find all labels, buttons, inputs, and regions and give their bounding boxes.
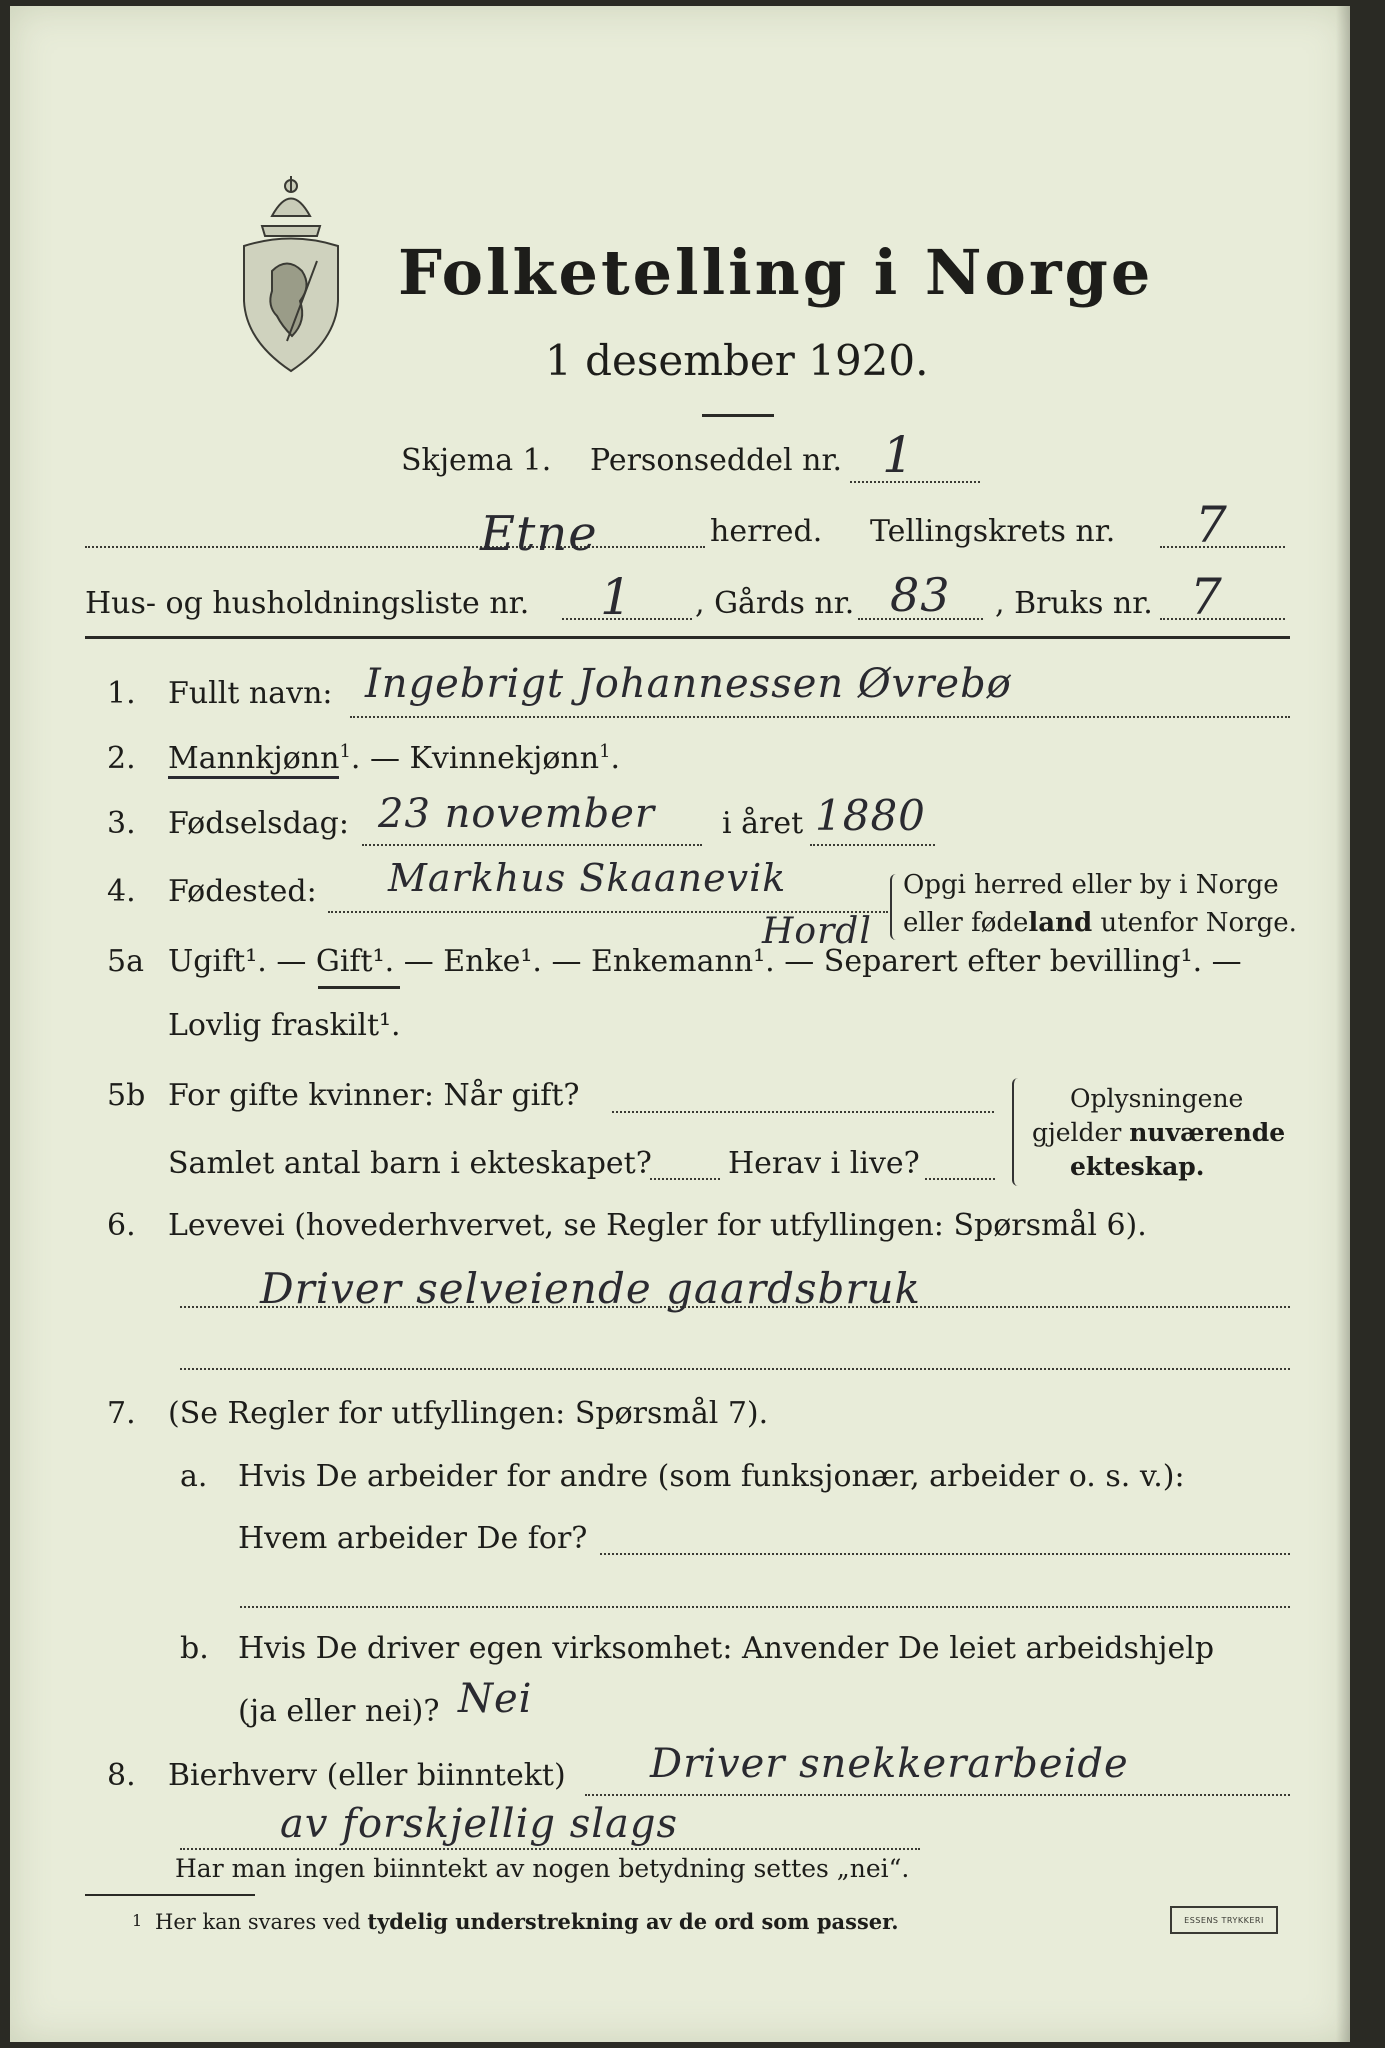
page-edge-shadow (1336, 6, 1350, 2042)
q3-year-value: 1880 (815, 791, 926, 840)
personseddel-label: Personseddel nr. (590, 443, 843, 478)
footnote-text (155, 1909, 899, 1934)
q2-male-footnote-mark: 1 (339, 741, 351, 762)
printer-stamp-text: ESSENS TRYKKERI (1184, 1915, 1264, 1925)
q1-value: Ingebrigt Johannessen Øvrebø (365, 661, 1012, 707)
q8-note: Har man ingen biinntekt av nogen betydning settes „nei“. (175, 1854, 910, 1883)
tellingskrets-line (1160, 546, 1285, 548)
q4-value-2: Hordl (762, 911, 872, 952)
q4-note-part-c: utenfor Norge. (1092, 908, 1297, 938)
q5b-line1 (612, 1111, 994, 1113)
q8-label: Bierhverv (eller biinntekt) (168, 1758, 566, 1793)
hus-line (562, 618, 692, 620)
q7-label: (Se Regler for utfyllingen: Spørsmål 7). (168, 1396, 769, 1431)
q5b-note-part-a: gjelder (1032, 1118, 1130, 1147)
q2-female-option: — Kvinnekjønn (369, 741, 600, 776)
q2-number: 2. (107, 741, 136, 776)
q8-value: Driver snekkerarbeide (650, 1741, 1129, 1787)
census-form-page (10, 6, 1350, 2042)
q8-value-2: av forskjellig slags (280, 1801, 679, 1847)
q2-options (168, 741, 620, 776)
q3-line (362, 844, 702, 846)
form-date: 1 desember 1920. (545, 336, 929, 385)
printer-stamp (1170, 1906, 1278, 1934)
q6-line1 (180, 1306, 1290, 1308)
footnote-rule (85, 1894, 255, 1896)
bruks-line (1160, 618, 1285, 620)
q5b-label3: Herav i live? (728, 1146, 920, 1181)
hus-label: Hus- og husholdningsliste nr. (85, 586, 530, 621)
form-title: Folketelling i Norge (398, 236, 1154, 309)
q7a-line2 (240, 1606, 1290, 1608)
herred-line (85, 546, 705, 548)
footnote-mark: 1 (132, 1911, 143, 1930)
q6-line2 (180, 1368, 1290, 1370)
q7b-text2: (ja eller nei)? (238, 1694, 440, 1729)
q4-note-part-a: eller føde (903, 908, 1029, 938)
footnote-part-a: Her kan svares ved (155, 1910, 368, 1934)
q6-value: Driver selveiende gaardsbruk (260, 1264, 921, 1313)
q7b-value: Nei (458, 1676, 533, 1722)
q3-year-label: i året (722, 806, 804, 841)
q5b-note-brace (1012, 1078, 1022, 1186)
skjema-label: Skjema 1. (401, 443, 552, 478)
q5a-options: Ugift¹. — Gift¹. — Enke¹. — Enkemann¹. — Separert efter bevilling¹. — (168, 944, 1242, 979)
q6-number: 6. (107, 1208, 136, 1243)
q3-value: 23 november (378, 791, 656, 837)
q5a-gift-underline (318, 986, 400, 989)
q5b-label2: Samlet antal barn i ekteskapet? (168, 1146, 652, 1181)
q1-line (350, 716, 1290, 718)
gards-value: 83 (890, 568, 951, 622)
q5b-note-line1: Oplysningene (1070, 1084, 1244, 1113)
bruks-label: , Bruks nr. (995, 586, 1153, 621)
q7b-letter: b. (180, 1631, 209, 1666)
q4-note-brace (890, 874, 900, 940)
q8-line2 (180, 1848, 920, 1850)
personseddel-line (850, 481, 980, 483)
q2-female-period: . (610, 741, 621, 776)
q4-label: Fødested: (168, 874, 317, 909)
coat-of-arms-icon (232, 176, 350, 376)
q4-note-part-b: land (1028, 908, 1093, 938)
personseddel-value: 1 (882, 426, 915, 484)
q1-label: Fullt navn: (168, 676, 333, 711)
q4-value: Markhus Skaanevik (388, 856, 787, 900)
bruks-value: 7 (1190, 568, 1223, 626)
q5b-line3 (925, 1178, 995, 1180)
gards-line (858, 618, 983, 620)
q4-note-line1: Opgi herred eller by i Norge (903, 870, 1279, 900)
tellingskrets-value: 7 (1195, 496, 1228, 554)
q3-year-line (810, 844, 935, 846)
q5b-note-part-b: nuværende (1129, 1118, 1286, 1147)
q7a-text: Hvis De arbeider for andre (som funksjonær, arbeider o. s. v.): (238, 1459, 1185, 1494)
q2-female-footnote-mark: 1 (599, 741, 611, 762)
q5b-label1: For gifte kvinner: Når gift? (168, 1078, 580, 1113)
q3-label: Fødselsdag: (168, 806, 349, 841)
hus-value: 1 (600, 568, 633, 626)
q5b-line2 (650, 1178, 720, 1180)
q8-number: 8. (107, 1758, 136, 1793)
q5b-number: 5b (107, 1078, 146, 1113)
tellingskrets-label: Tellingskrets nr. (870, 514, 1116, 549)
title-divider (702, 414, 774, 417)
q4-number: 4. (107, 874, 136, 909)
q7a-line1 (600, 1553, 1290, 1555)
gards-label: , Gårds nr. (695, 586, 855, 621)
q8-line1 (585, 1794, 1290, 1796)
q6-label: Levevei (hovederhvervet, se Regler for utfyllingen: Spørsmål 6). (168, 1208, 1147, 1243)
herred-label: herred. (710, 514, 823, 549)
q7a-text2: Hvem arbeider De for? (238, 1521, 588, 1556)
header-rule (85, 636, 1290, 639)
q5b-note-line2 (1032, 1118, 1285, 1147)
footnote-part-b: tydelig understrekning av de ord som passer. (367, 1909, 899, 1934)
q7a-letter: a. (180, 1459, 208, 1494)
q1-number: 1. (107, 676, 136, 711)
q5b-note-line3: ekteskap. (1070, 1152, 1205, 1181)
q7-number: 7. (107, 1396, 136, 1431)
q4-note-line2 (903, 908, 1297, 938)
q5a-number: 5a (107, 944, 144, 979)
q5a-options-line2: Lovlig fraskilt¹. (168, 1008, 401, 1043)
herred-value: Etne (480, 506, 598, 562)
q2-male-period: . (350, 741, 361, 776)
q2-male-option: Mannkjønn (168, 741, 339, 779)
q3-number: 3. (107, 806, 136, 841)
q7b-text: Hvis De driver egen virksomhet: Anvender De leiet arbeidshjelp (238, 1631, 1215, 1666)
